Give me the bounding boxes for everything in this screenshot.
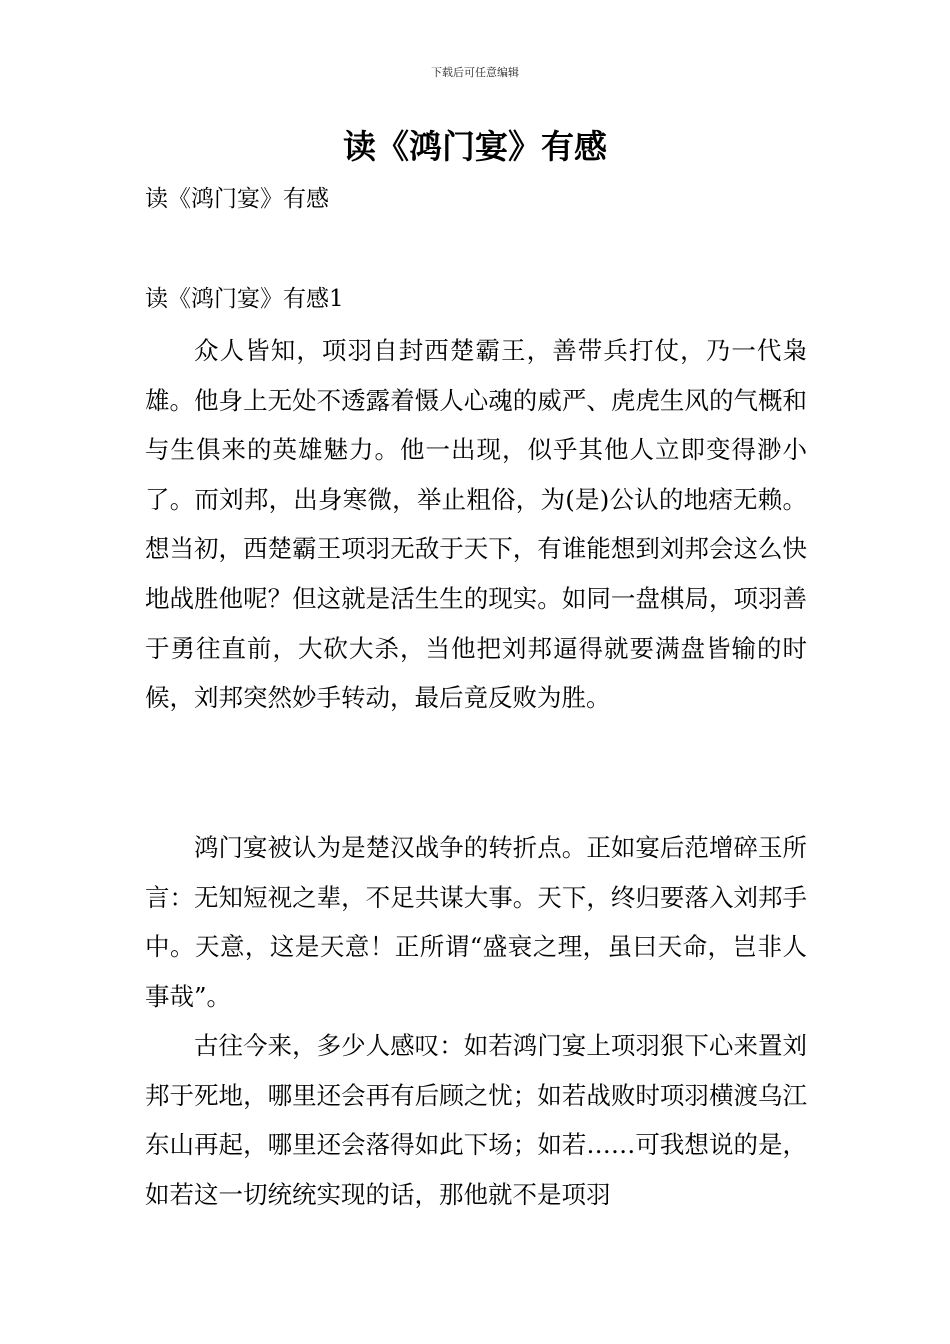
document-title: 读《鸿门宴》有感 [343,127,607,166]
document-subtitle: 读《鸿门宴》有感 [145,186,329,212]
header-note: 下载后可任意编辑 [431,66,519,79]
body-paragraph: 众人皆知，项羽自封西楚霸王，善带兵打仗，乃一代枭雄。他身上无处不透露着慑人心魂的威严、虎虎生风的气概和与生俱来的英雄魅力。他一出现，似乎其他人立即变得渺小了。而刘邦，出身寒微，举止粗俗，为(是)公认的地痞无赖。想当初，西楚霸王项羽无敌于天下，有谁能想到刘邦会这么快地战胜他呢？但这就是活生生的现实。如同一盘棋局，项羽善于勇往直前，大砍大杀，当他把刘邦逼得就要满盘皆输的时候，刘邦突然妙手转动，最后竟反败为胜。 [145,336,807,713]
section-heading: 读《鸿门宴》有感1 [145,286,344,312]
body-paragraph: 鸿门宴被认为是楚汉战争的转折点。正如宴后范增碎玉所言：无知短视之辈，不足共谋大事。天下，终归要落入刘邦手中。天意，这是天意！正所谓“盛衰之理，虽曰天命，岂非人事哉”。 [145,833,807,1011]
body-paragraph: 古往今来，多少人感叹：如若鸿门宴上项羽狠下心来置刘邦于死地，哪里还会再有后顾之忧；如若战败时项羽横渡乌江东山再起，哪里还会落得如此下场；如若……可我想说的是，如若这一切统统实现的话，那他就不是项羽 [145,1031,807,1209]
